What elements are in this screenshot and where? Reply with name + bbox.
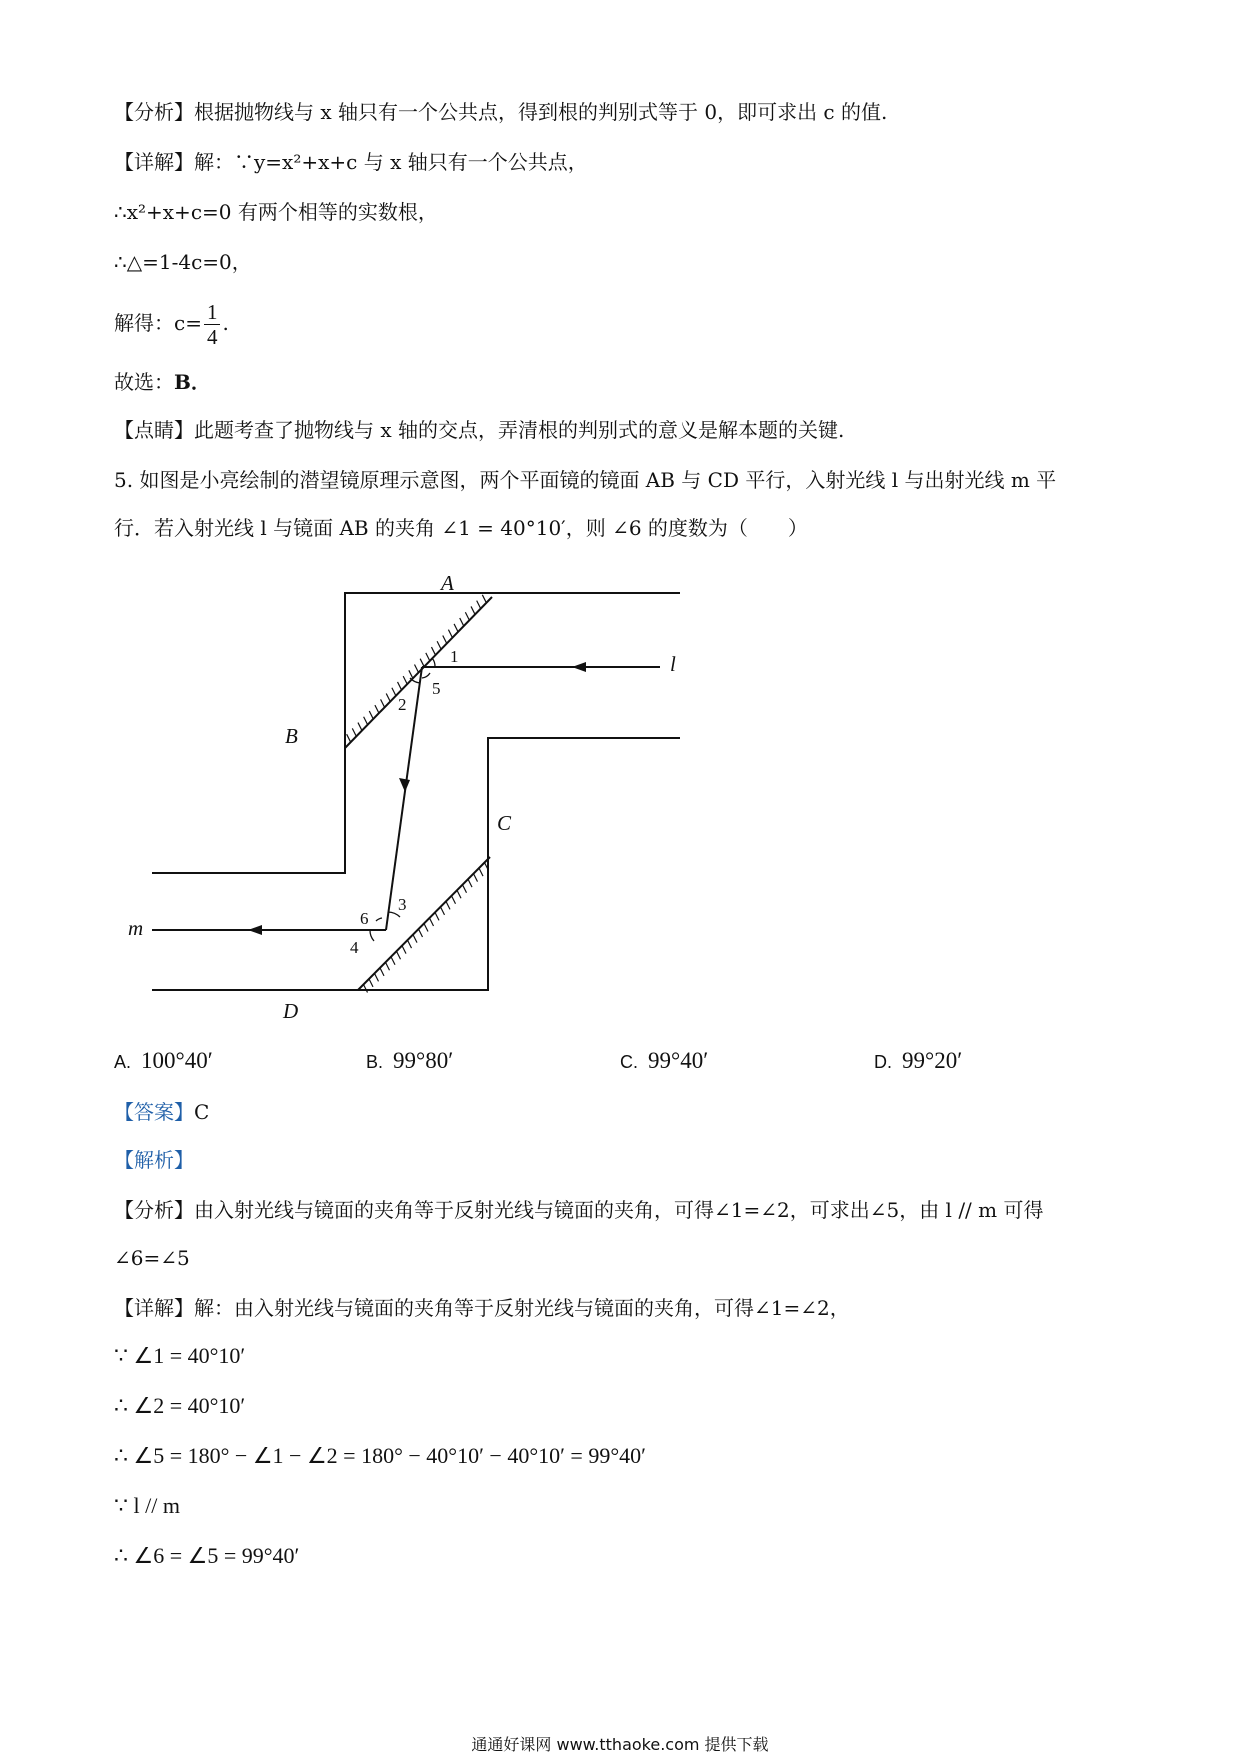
label-c: C <box>497 811 512 835</box>
choice-a-value: 100°40′ <box>141 1048 213 1073</box>
choice-c-value: 99°40′ <box>648 1048 709 1073</box>
q5-detail-1 <box>114 1294 850 1322</box>
q5-detail-label: 【详解】 <box>114 1296 194 1320</box>
hatch-mark <box>358 723 362 731</box>
hatch-mark <box>364 717 368 725</box>
arc-angle-5 <box>422 673 430 678</box>
periscope-diagram <box>128 560 710 1023</box>
q4-detail-3: ∴△=1-4c=0， <box>114 250 252 274</box>
q5-analysis-label: 【分析】 <box>114 1198 194 1222</box>
choice-d-letter: D. <box>874 1052 892 1072</box>
choice-d[interactable] <box>874 1048 962 1074</box>
hatch-mark <box>474 874 478 882</box>
q5-step-4: ∵ l // m <box>114 1493 180 1518</box>
hatch-mark <box>352 728 356 736</box>
fraction-denominator: 4 <box>206 325 218 349</box>
arrow-on-m <box>248 925 262 935</box>
q4-analysis-label: 【分析】 <box>114 100 194 124</box>
label-angle-2: 2 <box>398 695 407 714</box>
choice-a-letter: A. <box>114 1052 132 1072</box>
hatch-mark <box>375 973 379 981</box>
q4-comment-text: 此题考查了抛物线与 x 轴的交点，弄清根的判别式的意义是解本题的关键. <box>194 418 845 442</box>
choice-d-value: 99°20′ <box>902 1048 963 1073</box>
hatch-mark <box>397 951 401 959</box>
choice-b[interactable] <box>366 1048 453 1074</box>
q4-analysis-text: 根据抛物线与 x 轴只有一个公共点，得到根的判别式等于 0，即可求出 c 的值. <box>194 100 888 124</box>
hatch-mark <box>380 968 384 976</box>
q5-step-5: ∴ ∠6 = ∠5 = 99°40′ <box>114 1543 300 1568</box>
hatch-mark <box>463 885 467 893</box>
hatch-mark <box>419 929 423 937</box>
q5-analysis-2: ∠6=∠5 <box>114 1246 190 1270</box>
hatch-mark <box>426 653 430 661</box>
hatch-mark <box>415 665 419 673</box>
hatch-mark <box>392 688 396 696</box>
q4-detail-2: ∴x²+x+c=0 有两个相等的实数根， <box>114 200 438 224</box>
label-d: D <box>283 999 299 1023</box>
hatch-mark <box>457 890 461 898</box>
hatch-mark <box>448 630 452 638</box>
hatch-mark <box>369 711 373 719</box>
hatch-mark <box>479 868 483 876</box>
hatch-mark <box>413 935 417 943</box>
arc-angle-6 <box>376 918 382 921</box>
label-angle-1: 1 <box>450 647 459 666</box>
arrow-on-reflected-ray <box>399 778 410 792</box>
hatch-mark <box>446 901 450 909</box>
q4-comment-label: 【点睛】 <box>114 418 194 442</box>
hatch-mark <box>430 918 434 926</box>
hatch-mark <box>465 612 469 620</box>
hatch-mark <box>471 606 475 614</box>
arc-angle-4 <box>370 930 374 941</box>
choice-c[interactable] <box>620 1048 708 1074</box>
choice-b-value: 99°80′ <box>393 1048 454 1073</box>
hatch-mark <box>431 647 435 655</box>
q4-detail-label: 【详解】 <box>114 150 194 174</box>
hatch-mark <box>435 912 439 920</box>
hatch-mark <box>420 659 424 667</box>
q5-explain-label: 【解析】 <box>114 1148 194 1172</box>
hatch-mark <box>437 641 441 649</box>
q5-analysis-1 <box>114 1196 1043 1224</box>
hatch-mark <box>369 979 373 987</box>
page-footer: 通通好课网 www.tthaoke.com 提供下载 <box>471 1735 769 1754</box>
hatch-mark <box>477 601 481 609</box>
hatch-mark <box>386 694 390 702</box>
hatch-mark <box>454 624 458 632</box>
hatch-mark <box>408 940 412 948</box>
label-angle-3: 3 <box>398 895 407 914</box>
label-angle-4: 4 <box>350 938 359 957</box>
q5-detail-line1: 解：由入射光线与镜面的夹角等于反射光线与镜面的夹角，可得∠1=∠2， <box>194 1296 850 1320</box>
q4-choose <box>114 368 211 396</box>
label-angle-6: 6 <box>360 909 369 928</box>
fraction-numerator: 1 <box>204 300 221 325</box>
answer-value: C <box>194 1100 210 1124</box>
q4-analysis <box>114 98 887 126</box>
q4-choose-value: B． <box>174 370 211 394</box>
q5-analysis-line1: 由入射光线与镜面的夹角等于反射光线与镜面的夹角，可得∠1=∠2，可求出∠5，由 l // m 可得 <box>194 1198 1044 1222</box>
hatch-mark <box>364 984 368 992</box>
hatch-mark <box>347 734 351 742</box>
q4-detail-4 <box>114 300 229 349</box>
hatch-mark <box>403 676 407 684</box>
label-b: B <box>285 724 298 748</box>
hatch-mark <box>443 635 447 643</box>
choice-a[interactable] <box>114 1048 213 1074</box>
hatch-mark <box>391 957 395 965</box>
arc-angle-1 <box>432 658 435 667</box>
hatch-mark <box>375 705 379 713</box>
mirror-ab-hatching <box>347 595 487 742</box>
hatch-mark <box>452 896 456 904</box>
q4-solve-prefix: 解得：c= <box>114 311 202 335</box>
q4-comment <box>114 416 844 444</box>
mirror-cd-hatching <box>364 863 489 993</box>
label-angle-5: 5 <box>432 679 441 698</box>
fraction <box>204 300 221 349</box>
q5-step-1: ∵ ∠1 = 40°10′ <box>114 1343 246 1368</box>
choice-b-letter: B. <box>366 1052 384 1072</box>
q5-stem-line2: 行．若入射光线 l 与镜面 AB 的夹角 ∠1 = 40°10′，则 ∠6 的度数为（ ） <box>114 516 808 540</box>
hatch-mark <box>381 699 385 707</box>
label-l: l <box>670 652 676 676</box>
label-m: m <box>128 916 144 940</box>
q5-stem-line1: 5. 如图是小亮绘制的潜望镜原理示意图，两个平面镜的镜面 AB 与 CD 平行，入射光线 l 与出射光线 m 平 <box>114 468 1057 492</box>
hatch-mark <box>468 879 472 887</box>
hatch-mark <box>402 946 406 954</box>
hatch-mark <box>424 924 428 932</box>
q4-detail-line1: 解：∵y=x²+x+c 与 x 轴只有一个公共点， <box>194 150 588 174</box>
q4-solve-suffix: . <box>222 311 229 335</box>
label-a: A <box>441 571 454 595</box>
q5-step-3: ∴ ∠5 = 180° − ∠1 − ∠2 = 180° − 40°10′ − 40°10′ = 99°40′ <box>114 1443 646 1468</box>
choice-c-letter: C. <box>620 1052 638 1072</box>
hatch-mark <box>460 618 464 626</box>
hatch-mark <box>441 907 445 915</box>
q4-detail-1 <box>114 148 588 176</box>
hatch-mark <box>386 962 390 970</box>
hatch-mark <box>482 595 486 603</box>
q5-step-2: ∴ ∠2 = 40°10′ <box>114 1393 246 1418</box>
q4-choose-prefix: 故选： <box>114 370 174 394</box>
q5-answer <box>114 1098 209 1126</box>
arrow-on-l <box>572 662 586 672</box>
hatch-mark <box>409 670 413 678</box>
hatch-mark <box>398 682 402 690</box>
answer-label: 【答案】 <box>114 1100 194 1124</box>
